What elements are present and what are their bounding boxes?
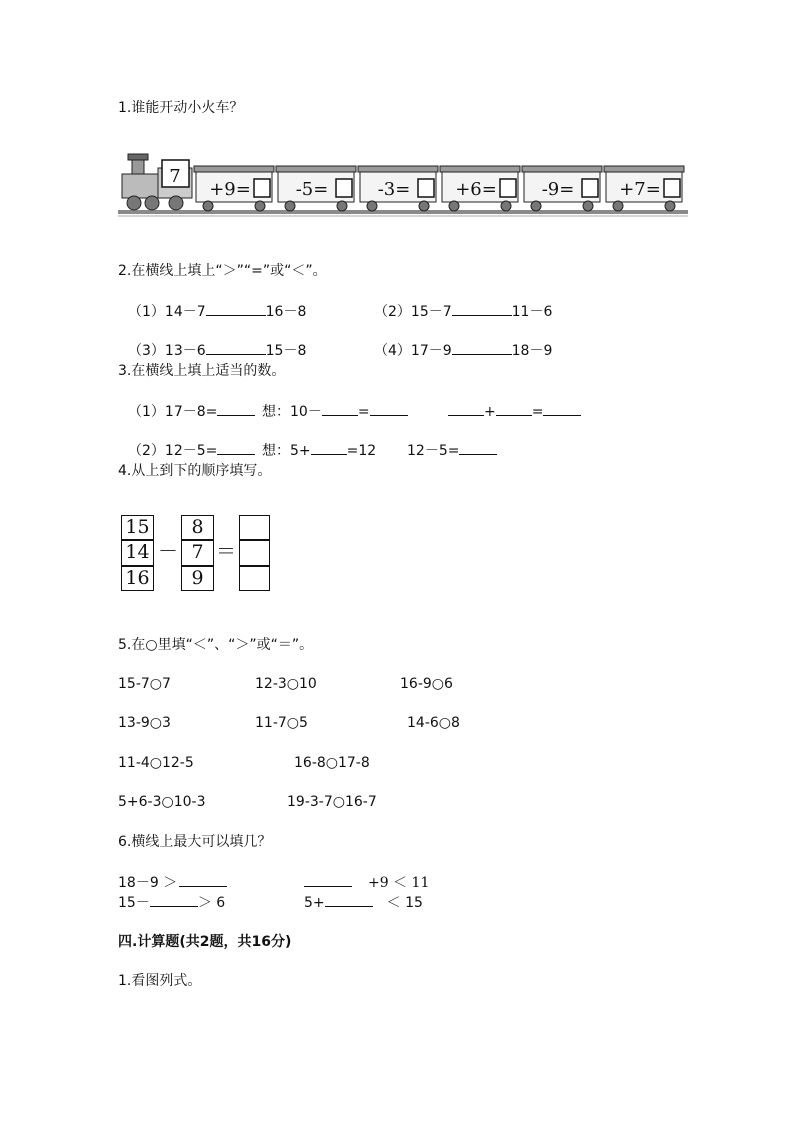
answer-blank[interactable] xyxy=(217,401,255,416)
q6-title: 6.横线上最大可以填几？ xyxy=(118,834,272,850)
q5-item[interactable]: 16-8○17-8 xyxy=(294,755,370,771)
answer-blank[interactable] xyxy=(217,440,255,455)
q4-title: 4.从上到下的顺序填写。 xyxy=(118,463,272,479)
q3-row-2b: 想：5+ =12 xyxy=(262,440,376,460)
q5-item[interactable]: 15-7○7 xyxy=(118,676,171,692)
q2-item-3: （3）13－6 15－8 xyxy=(128,340,306,360)
q6-row-2b: 5+ ＜ 15 xyxy=(304,892,423,912)
engine-number: 7 xyxy=(169,166,181,187)
q6-row-1a: 18－9 ＞ xyxy=(118,872,227,892)
q5-item[interactable]: 11-7○5 xyxy=(255,715,308,731)
car-answer-box[interactable] xyxy=(582,179,598,197)
left-cell-1: 15 xyxy=(121,515,154,540)
answer-blank[interactable] xyxy=(452,340,512,355)
answer-blank[interactable] xyxy=(179,872,227,887)
answer-box-3[interactable] xyxy=(239,566,270,591)
right-cell-1: 8 xyxy=(181,515,214,540)
q2-title: 2.在横线上填上“＞”“=”或“＜”。 xyxy=(118,263,327,279)
section-4-heading: 四.计算题(共2题，共16分) xyxy=(118,934,292,950)
q5-item[interactable]: 16-9○6 xyxy=(400,676,453,692)
answer-blank[interactable] xyxy=(322,401,358,416)
q5-item[interactable]: 11-4○12-5 xyxy=(118,755,194,771)
answer-blank[interactable] xyxy=(206,340,266,355)
q3-row-1a: （1）17－8= xyxy=(128,401,255,421)
q5-item[interactable]: 13-9○3 xyxy=(118,715,171,731)
minus-sign: － xyxy=(158,539,178,563)
q6-row-2a: 15－ ＞ 6 xyxy=(118,892,225,912)
answer-box-2[interactable] xyxy=(239,540,270,566)
q1-title: 1.谁能开动小火车？ xyxy=(118,100,244,116)
answer-blank[interactable] xyxy=(304,872,352,887)
q3-row-2c: 12－5= xyxy=(407,440,497,460)
answer-blank[interactable] xyxy=(206,301,266,316)
answer-blank[interactable] xyxy=(370,401,408,416)
answer-blank[interactable] xyxy=(150,892,198,907)
car-expression: +7= xyxy=(619,179,661,200)
car-answer-box[interactable] xyxy=(336,179,352,197)
car-answer-box[interactable] xyxy=(664,179,680,197)
answer-blank[interactable] xyxy=(311,440,347,455)
train-illustration xyxy=(118,148,688,220)
q5-title: 5.在○里填“＜”、“＞”或“＝”。 xyxy=(118,637,314,653)
q4-figure xyxy=(121,515,281,595)
q3-row-2a: （2）12－5= xyxy=(128,440,255,460)
q3-row-1c: + = xyxy=(448,401,581,421)
answer-blank[interactable] xyxy=(325,892,373,907)
q5-item[interactable]: 12-3○10 xyxy=(255,676,317,692)
q2-item-4: （4）17－9 18－9 xyxy=(374,340,552,360)
answer-blank[interactable] xyxy=(543,401,581,416)
q2-item-2: （2）15－7 11－6 xyxy=(374,301,552,321)
q5-item[interactable]: 19-3-7○16-7 xyxy=(287,794,377,810)
car-expression: -3= xyxy=(377,179,411,200)
car-expression: +9= xyxy=(209,179,251,200)
answer-blank[interactable] xyxy=(452,301,512,316)
section-4-q1: 1.看图列式。 xyxy=(118,973,202,989)
q3-row-1b: 想：10－ = xyxy=(262,401,408,421)
q6-row-1b: +9 ＜ 11 xyxy=(304,872,429,892)
q3-title: 3.在横线上填上适当的数。 xyxy=(118,363,286,379)
equals-sign: ＝ xyxy=(216,539,236,563)
q5-item[interactable]: 14-6○8 xyxy=(407,715,460,731)
car-answer-box[interactable] xyxy=(254,179,270,197)
answer-blank[interactable] xyxy=(459,440,497,455)
right-cell-3: 9 xyxy=(181,566,214,591)
right-cell-2: 7 xyxy=(181,540,214,566)
car-answer-box[interactable] xyxy=(500,179,516,197)
q5-item[interactable]: 5+6-3○10-3 xyxy=(118,794,206,810)
car-expression: +6= xyxy=(455,179,497,200)
car-answer-box[interactable] xyxy=(418,179,434,197)
answer-blank[interactable] xyxy=(448,401,484,416)
car-expression: -9= xyxy=(541,179,575,200)
car-expression: -5= xyxy=(295,179,329,200)
q2-item-1: （1）14－7 16－8 xyxy=(128,301,306,321)
answer-blank[interactable] xyxy=(496,401,532,416)
left-cell-3: 16 xyxy=(121,566,154,591)
answer-box-1[interactable] xyxy=(239,515,270,540)
left-cell-2: 14 xyxy=(121,540,154,566)
